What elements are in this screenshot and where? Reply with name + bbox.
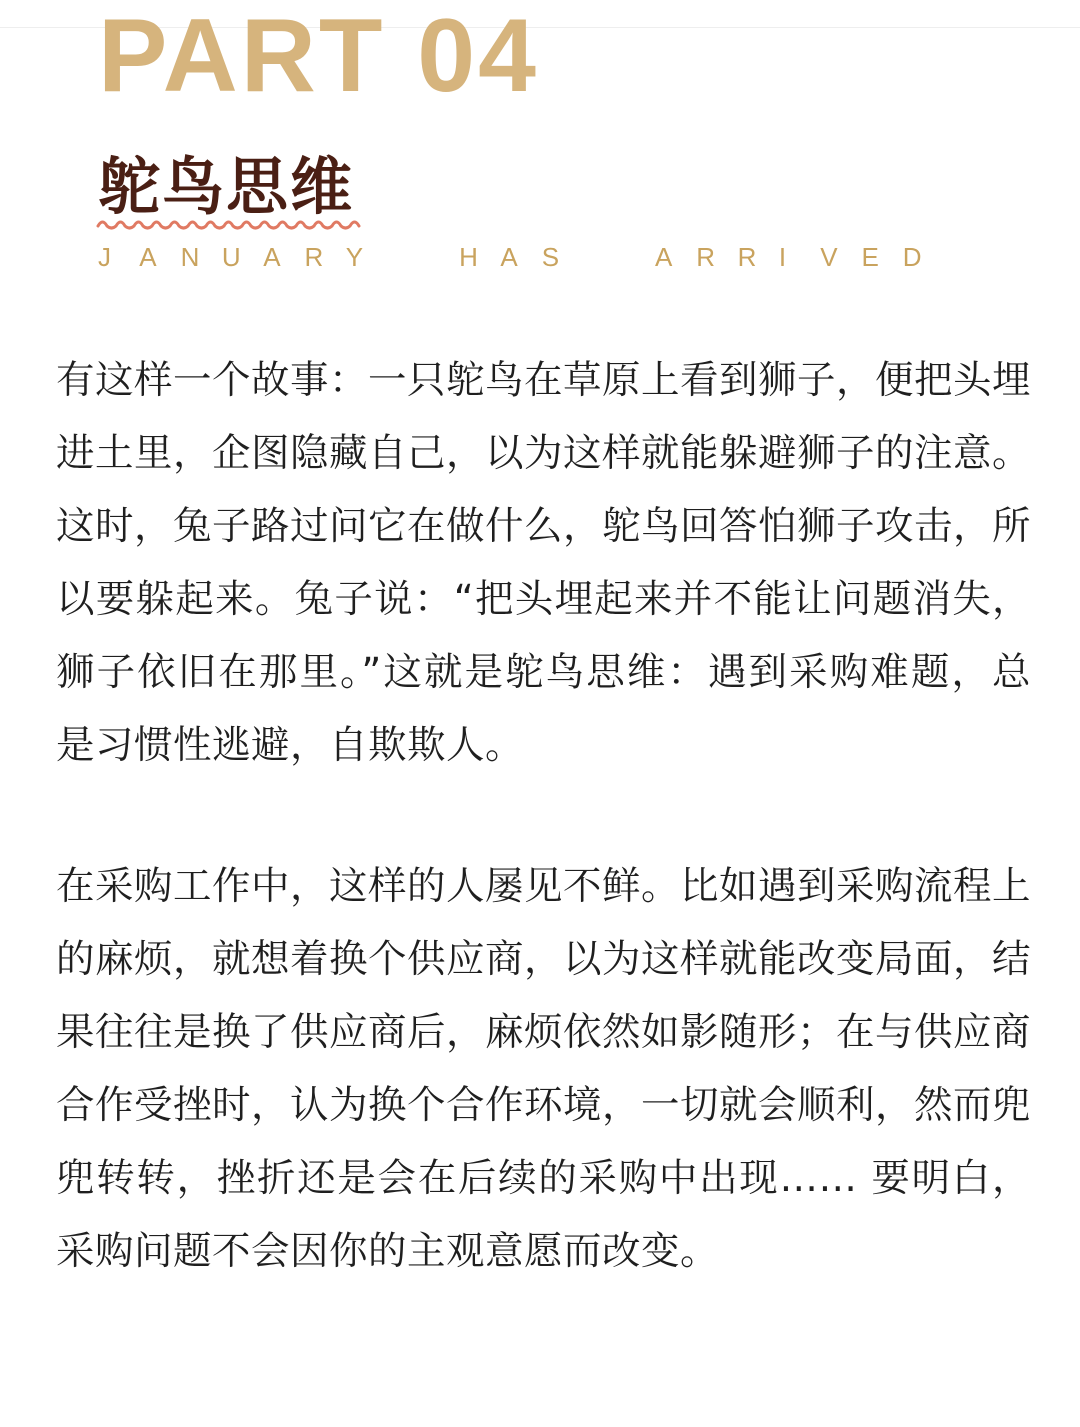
subtitle-letter: A <box>500 242 518 272</box>
subtitle-letter: Y <box>345 242 364 272</box>
subtitle-letter: U <box>221 242 241 272</box>
body-paragraph-2: 在采购工作中，这样的人屡见不鲜。比如遇到采购流程上的麻烦，就想着换个供应商，以为这样就能改变局面，结果往往是换了供应商后，麻烦依然如影随形；在与供应商合作受挫时，认为换个合作环境，一切就会顺利，然而兜兜转转，挫折还是会在后续的采购中出现…… 要明白，采购问题不会因你的主观意愿而改变。 <box>56 864 1032 1274</box>
part-number-heading <box>98 0 998 112</box>
subtitle-letter: R <box>304 242 324 272</box>
subtitle-letter: E <box>861 242 879 272</box>
part-number-text: PART 04 <box>98 0 539 112</box>
subtitle-letter: A <box>655 242 673 272</box>
subtitle-letterspaced <box>98 240 922 276</box>
subtitle-letter: N <box>180 242 200 272</box>
subtitle-letter: R <box>696 242 716 272</box>
subtitle-letter: S <box>541 242 560 272</box>
subtitle-letter: D <box>902 242 922 272</box>
subtitle-letter: V <box>820 242 838 272</box>
body-paragraph-1: 有这样一个故事：一只鸵鸟在草原上看到狮子，便把头埋进土里，企图隐藏自己，以为这样就能躲避狮子的注意。这时，兔子路过问它在做什么，鸵鸟回答怕狮子攻击，所以要躲起来。兔子说：“把头埋起来并不能让问题消失，狮子依旧在那里。”这就是鸵鸟思维：遇到采购难题，总是习惯性逃避，自欺欺人。 <box>56 358 1032 768</box>
subtitle-letter: J <box>98 242 111 272</box>
subtitle-letter: H <box>459 242 478 272</box>
wavy-underline-decoration <box>96 212 362 236</box>
subtitle-letter: A <box>139 242 157 272</box>
subtitle-letter: A <box>263 242 281 272</box>
subtitle-letter: I <box>778 242 787 272</box>
section-title: 鸵鸟思维 <box>98 150 355 223</box>
subtitle-letter: R <box>737 242 757 272</box>
